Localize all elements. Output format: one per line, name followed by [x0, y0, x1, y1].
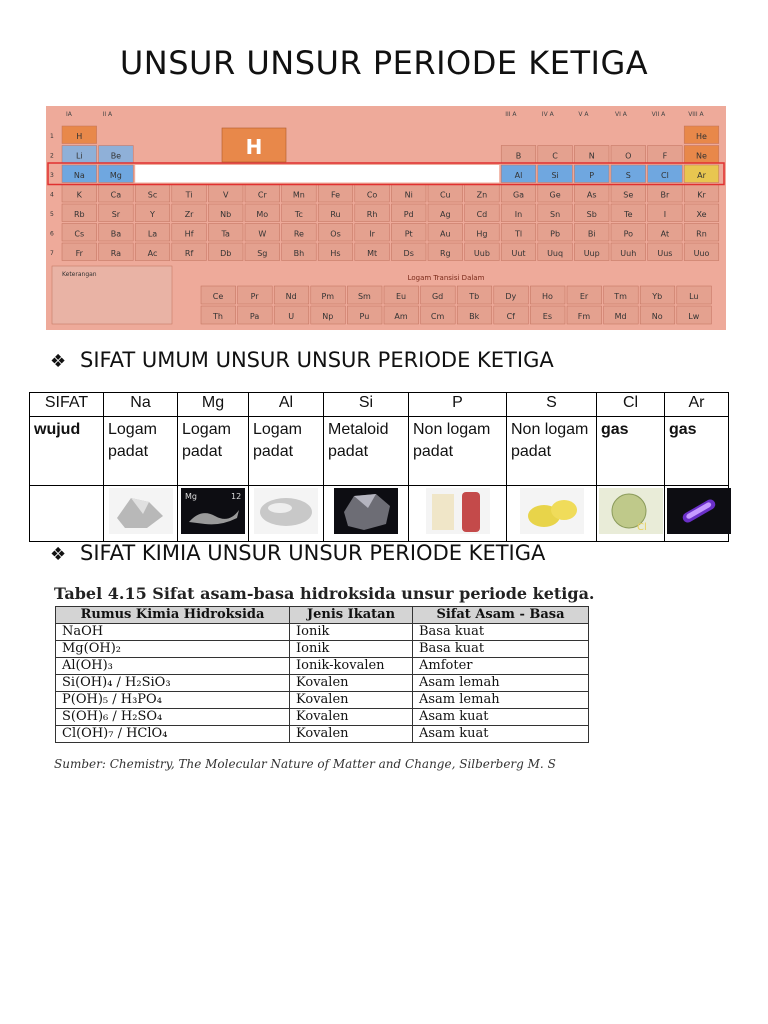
element-symbol: Cf — [506, 312, 516, 321]
element-symbol: Ho — [541, 292, 553, 301]
element-symbol: Xe — [696, 210, 707, 219]
formula-cell: S(OH)₆ / H₂SO₄ — [56, 709, 290, 726]
image-cell — [507, 486, 597, 542]
element-symbol: Gd — [431, 292, 444, 301]
element-symbol: Hs — [330, 249, 341, 258]
wujud-cell: gas — [597, 417, 665, 486]
periodic-table-graphic — [46, 106, 726, 330]
group-label: VII A — [651, 111, 666, 118]
element-symbol: Bk — [469, 312, 480, 321]
acidity-cell: Basa kuat — [413, 641, 589, 658]
element-symbol: Er — [579, 292, 589, 301]
element-symbol: Cd — [476, 210, 488, 219]
acidity-cell: Amfoter — [413, 658, 589, 675]
table-row-wujud — [30, 417, 729, 486]
table-row — [56, 675, 589, 692]
sample-shape — [432, 494, 454, 530]
element-symbol: Pt — [404, 229, 413, 239]
element-symbol: Tl — [514, 229, 523, 239]
header-cell: P — [409, 393, 507, 417]
bond-cell: Kovalen — [290, 692, 413, 709]
element-symbol: Rn — [696, 229, 707, 239]
bond-cell: Ionik — [290, 641, 413, 658]
element-symbol: Eu — [395, 292, 407, 301]
element-symbol: Uuh — [620, 249, 637, 258]
element-symbol: Ti — [185, 190, 193, 200]
element-symbol: Pr — [250, 292, 259, 301]
bond-cell: Ionik — [290, 624, 413, 641]
element-symbol: Cs — [74, 229, 85, 239]
table-header-row — [30, 393, 729, 417]
element-symbol: Zr — [184, 210, 194, 219]
element-symbol: Fr — [75, 249, 83, 258]
wujud-cell: Non logam padat — [409, 417, 507, 486]
element-symbol: La — [147, 229, 158, 239]
table-row — [56, 641, 589, 658]
element-symbol: Bi — [587, 229, 596, 239]
element-symbol: Te — [624, 210, 633, 219]
mg-number: 12 — [231, 492, 242, 501]
element-symbol: Ta — [221, 229, 230, 239]
element-symbol: Es — [542, 312, 553, 321]
element-symbol: Nb — [220, 210, 232, 219]
element-symbol: N — [588, 151, 595, 161]
table-row — [56, 709, 589, 726]
image-cell — [249, 486, 324, 542]
element-symbol: Hg — [476, 229, 488, 239]
bond-cell: Kovalen — [290, 709, 413, 726]
element-symbol: Ir — [369, 229, 375, 239]
formula-cell: NaOH — [56, 624, 290, 641]
element-symbol: O — [625, 151, 632, 161]
table-row — [56, 658, 589, 675]
wujud-cell: Logam padat — [249, 417, 324, 486]
element-symbol: Ba — [110, 229, 122, 239]
header-cell: Jenis Ikatan — [290, 607, 413, 624]
group-label: V A — [578, 111, 589, 118]
diamond-bullet-icon: ❖ — [50, 544, 67, 565]
bond-cell: Ionik-kovalen — [290, 658, 413, 675]
element-symbol: Fe — [330, 190, 341, 200]
element-symbol: Ds — [403, 249, 414, 258]
element-symbol: F — [662, 151, 668, 161]
formula-cell: Si(OH)₄ / H₂SiO₃ — [56, 675, 290, 692]
image-cell — [324, 486, 409, 542]
element-symbol: Re — [293, 229, 304, 239]
header-cell: Rumus Kimia Hidroksida — [56, 607, 290, 624]
element-symbol: He — [696, 132, 707, 141]
table-row — [56, 726, 589, 743]
element-symbol: U — [288, 312, 295, 321]
formula-cell: P(OH)₅ / H₃PO₄ — [56, 692, 290, 709]
element-symbol: At — [660, 229, 670, 239]
element-symbol: Ar — [697, 171, 706, 180]
section-heading-sifat-umum — [50, 348, 554, 372]
element-symbol: Be — [110, 151, 122, 161]
element-symbol: Th — [213, 312, 223, 321]
period-label: 7 — [50, 250, 54, 257]
period-label: 5 — [50, 211, 54, 218]
acidity-cell: Asam kuat — [413, 726, 589, 743]
image-cell — [597, 486, 665, 542]
element-symbol: P — [589, 171, 595, 180]
wujud-cell: Logam padat — [104, 417, 178, 486]
element-symbol: Uub — [473, 249, 490, 258]
diamond-bullet-icon: ❖ — [50, 351, 67, 372]
element-symbol: Bh — [293, 249, 305, 258]
element-symbol: Ga — [512, 190, 525, 200]
element-symbol: Cm — [430, 312, 445, 321]
periodic-table-image — [46, 106, 726, 330]
element-symbol: Hf — [184, 229, 194, 239]
table-caption: Tabel 4.15 Sifat asam-basa hidroksida unsur periode ketiga. — [54, 584, 595, 603]
element-symbol: Na — [73, 171, 85, 180]
image-cell — [178, 486, 249, 542]
element-symbol: Br — [660, 190, 670, 200]
empty-cell — [30, 486, 104, 542]
group-label: II A — [102, 111, 113, 118]
element-symbol: Mn — [292, 190, 305, 200]
table-row — [56, 624, 589, 641]
element-symbol: Os — [330, 229, 341, 239]
element-symbol: Ra — [110, 249, 122, 258]
element-symbol: Pb — [550, 229, 561, 239]
callout-symbol: H — [245, 135, 263, 159]
element-symbol: Ag — [440, 210, 451, 219]
header-cell: Al — [249, 393, 324, 417]
element-symbol: Fm — [577, 312, 591, 321]
image-cell — [104, 486, 178, 542]
sample-shape — [551, 500, 577, 520]
element-symbol: Cr — [257, 190, 267, 200]
group-label: VIII A — [688, 111, 704, 118]
legend-title: Keterangan — [62, 271, 97, 278]
element-symbol: Cl — [660, 171, 669, 180]
element-symbol: Rb — [73, 210, 85, 219]
element-symbol: Zn — [476, 190, 488, 200]
element-symbol: I — [663, 210, 667, 219]
formula-cell: Al(OH)₃ — [56, 658, 290, 675]
image-cell — [409, 486, 507, 542]
aluminium-sample-image — [254, 488, 318, 534]
element-symbol: Ca — [110, 190, 122, 200]
wujud-cell: Logam padat — [178, 417, 249, 486]
element-symbol: Li — [75, 151, 83, 161]
table-row-images — [30, 486, 729, 542]
magnesium-sample-image — [181, 488, 245, 534]
period-label: 4 — [50, 191, 54, 199]
element-symbol: In — [514, 210, 523, 219]
element-symbol: Am — [394, 312, 408, 321]
section-heading-text: SIFAT KIMIA UNSUR UNSUR PERIODE KETIGA — [80, 541, 546, 565]
section-heading-text: SIFAT UMUM UNSUR UNSUR PERIODE KETIGA — [80, 348, 554, 372]
element-symbol: Yb — [652, 292, 663, 301]
element-symbol: Ni — [404, 190, 413, 200]
element-symbol: Nd — [285, 292, 297, 301]
element-symbol: Tc — [294, 210, 303, 219]
sample-tube — [462, 492, 480, 532]
inner-transition-label: Logam Transisi Dalam — [407, 274, 485, 282]
cl-label: Cl — [637, 522, 647, 533]
element-symbol: Sm — [357, 292, 371, 301]
period3-highlight — [135, 165, 499, 183]
chlorine-sample-image — [599, 488, 663, 534]
element-symbol: Tm — [614, 292, 627, 301]
element-symbol: Cu — [439, 190, 451, 200]
header-cell: SIFAT — [30, 393, 104, 417]
period-label: 3 — [50, 172, 54, 179]
element-symbol: Po — [623, 229, 634, 239]
element-symbol: Pm — [321, 292, 335, 301]
element-symbol: Ce — [212, 292, 224, 301]
header-cell: Mg — [178, 393, 249, 417]
element-symbol: Kr — [697, 190, 706, 200]
mg-label: Mg — [185, 492, 197, 501]
element-symbol: Uut — [511, 249, 526, 258]
element-symbol: Md — [614, 312, 627, 321]
element-symbol: As — [586, 190, 597, 200]
element-symbol: Ru — [330, 210, 341, 219]
bond-cell: Kovalen — [290, 726, 413, 743]
header-cell: Cl — [597, 393, 665, 417]
hydroxide-table — [55, 606, 589, 743]
element-symbol: K — [76, 190, 82, 200]
sulfur-sample-image — [520, 488, 584, 534]
element-symbol: Mg — [109, 171, 122, 180]
element-symbol: Ne — [696, 151, 707, 161]
group-label: IV A — [541, 111, 554, 118]
period-label: 2 — [50, 152, 54, 160]
element-symbol: Tb — [469, 292, 480, 301]
bond-cell: Kovalen — [290, 675, 413, 692]
element-symbol: Np — [322, 312, 334, 321]
element-symbol: S — [625, 171, 631, 180]
period-label: 6 — [50, 230, 54, 238]
element-symbol: Mo — [256, 210, 269, 219]
element-symbol: Mt — [367, 249, 378, 258]
table-header-row — [56, 607, 589, 624]
element-symbol: Al — [514, 171, 523, 180]
element-symbol: Rg — [439, 249, 451, 258]
element-symbol: Uup — [583, 249, 600, 258]
section-heading-sifat-kimia — [50, 541, 545, 565]
header-cell: Si — [324, 393, 409, 417]
element-symbol: Rh — [366, 210, 378, 219]
acidity-cell: Asam lemah — [413, 692, 589, 709]
period-label: 1 — [50, 133, 54, 140]
element-symbol: Uuo — [693, 249, 710, 258]
group-label: VI A — [615, 111, 627, 118]
element-symbol: Sn — [550, 210, 561, 219]
header-cell: S — [507, 393, 597, 417]
formula-cell: Mg(OH)₂ — [56, 641, 290, 658]
element-symbol: H — [76, 132, 83, 141]
element-symbol: Ge — [549, 190, 561, 200]
element-symbol: Db — [220, 249, 232, 258]
element-symbol: Si — [551, 171, 559, 180]
header-cell: Na — [104, 393, 178, 417]
element-symbol: Lw — [688, 312, 700, 321]
element-symbol: Se — [623, 190, 634, 200]
sifat-umum-table — [29, 392, 729, 542]
header-cell: Sifat Asam - Basa — [413, 607, 589, 624]
element-symbol: Uuq — [547, 249, 564, 258]
element-symbol: Pa — [249, 312, 260, 321]
element-symbol: Lu — [689, 292, 699, 301]
element-symbol: Au — [440, 229, 451, 239]
argon-sample-image — [667, 488, 731, 534]
element-symbol: Sg — [257, 249, 268, 258]
acidity-cell: Asam kuat — [413, 709, 589, 726]
element-symbol: Sb — [586, 210, 597, 219]
group-label: IA — [66, 111, 72, 118]
element-symbol: V — [222, 190, 229, 200]
element-symbol: W — [258, 229, 267, 239]
image-cell — [665, 486, 729, 542]
element-symbol: Uus — [657, 249, 673, 258]
element-symbol: Pd — [403, 210, 414, 219]
element-symbol: No — [651, 312, 663, 321]
element-symbol: C — [552, 151, 558, 161]
element-symbol: Rf — [184, 249, 194, 258]
element-symbol: Y — [150, 210, 155, 219]
table-row — [56, 692, 589, 709]
sample-highlight — [268, 503, 292, 513]
page-title: UNSUR UNSUR PERIODE KETIGA — [119, 44, 649, 82]
group-label: III A — [505, 111, 517, 118]
sodium-sample-image — [109, 488, 173, 534]
element-symbol: Dy — [505, 292, 517, 301]
element-symbol: Sr — [111, 210, 121, 219]
formula-cell: Cl(OH)₇ / HClO₄ — [56, 726, 290, 743]
source-citation: Sumber: Chemistry, The Molecular Nature of Matter and Change, Silberberg M. S — [54, 757, 556, 771]
header-cell: Ar — [665, 393, 729, 417]
element-symbol: Co — [366, 190, 378, 200]
element-symbol: Pu — [359, 312, 370, 321]
phosphorus-sample-image — [426, 488, 490, 534]
wujud-cell: Metaloid padat — [324, 417, 409, 486]
element-symbol: Ac — [147, 249, 158, 258]
row-label: wujud — [30, 417, 104, 486]
acidity-cell: Basa kuat — [413, 624, 589, 641]
element-symbol: Sc — [147, 190, 158, 200]
wujud-cell: Non logam padat — [507, 417, 597, 486]
silicon-sample-image — [334, 488, 398, 534]
wujud-cell: gas — [665, 417, 729, 486]
element-symbol: B — [515, 151, 522, 161]
acidity-cell: Asam lemah — [413, 675, 589, 692]
